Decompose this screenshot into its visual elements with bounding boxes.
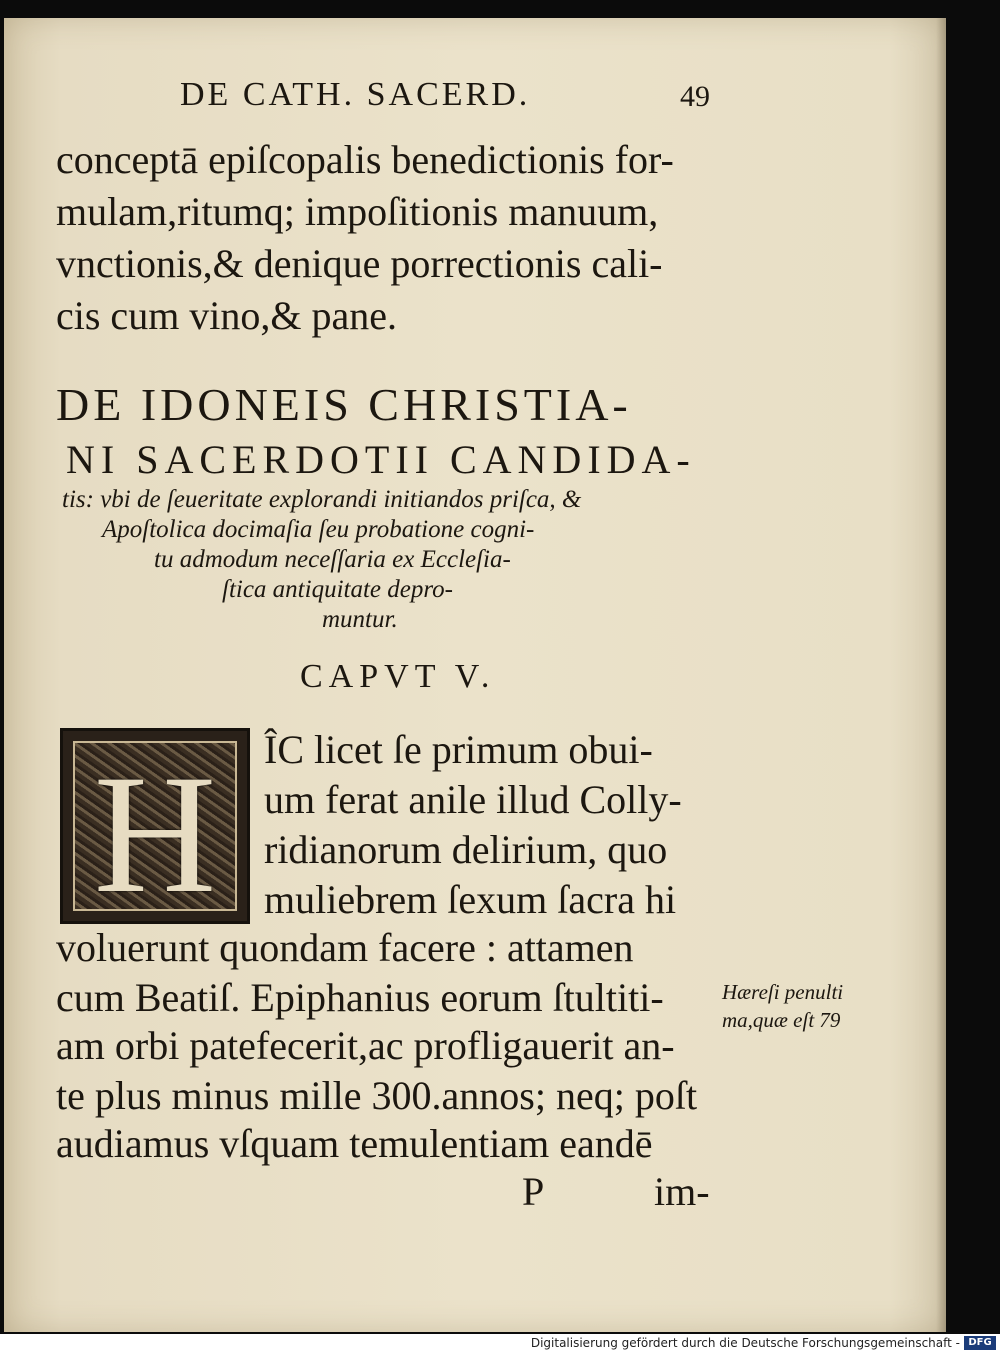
catchword: im- (654, 1169, 710, 1214)
chapter-title-line: DE IDONEIS CHRISTIA- (56, 379, 632, 430)
dfg-logo-icon: DFG (964, 1336, 996, 1350)
signature-mark: P (522, 1169, 545, 1214)
body-line: am orbi patefecerit,ac profligauerit an- (56, 1023, 675, 1068)
decorated-initial (60, 728, 250, 928)
opening-line: conceptā epiſcopalis benedictionis for- (56, 137, 674, 182)
body-line: cum Beatiſ. Epiphanius eorum ſtultiti- (56, 975, 664, 1020)
body-line: muliebrem ſexum ſacra hi (264, 877, 677, 922)
opening-line: cis cum vino,& pane. (56, 293, 398, 338)
chapter-subtitle-line: tu admodum neceſſaria ex Eccleſia- (154, 546, 511, 573)
running-head: DE CATH. SACERD. (180, 76, 531, 113)
chapter-subtitle-line: Apoſtolica docimaſia ſeu probatione cogni- (102, 516, 535, 543)
book-page (4, 18, 946, 1332)
page-edge-shadow (936, 18, 946, 1332)
initial-letter: H (93, 740, 217, 928)
chapter-subtitle-line: muntur. (322, 606, 398, 633)
opening-line: vnctionis,& denique porrectionis cali- (56, 241, 663, 286)
margin-note-line: ma,quæ eſt 79 (722, 1008, 841, 1032)
body-line: um ferat anile illud Colly- (264, 777, 682, 822)
body-line: ÎC licet ſe primum obui- (264, 727, 653, 772)
footer-credit: Digitalisierung gefördert durch die Deutsche Forschungsgemeinschaft - (530, 1336, 960, 1350)
page-number: 49 (680, 80, 710, 113)
chapter-title-line: NI SACERDOTII CANDIDA- (66, 437, 696, 482)
digitization-footer (0, 1334, 1000, 1354)
body-line: audiamus vſquam temulentiam eandē (56, 1121, 653, 1166)
chapter-number: CAPVT V. (300, 658, 496, 695)
initial-ornament (73, 740, 237, 928)
body-line: te plus minus mille 300.annos; neq; poſt (56, 1073, 698, 1118)
body-line: voluerunt quondam facere : attamen (56, 925, 634, 970)
chapter-subtitle-line: tis: vbi de ſeueritate explorandi initiandos priſca, & (62, 486, 582, 513)
opening-line: mulam,ritumq; impoſitionis manuum, (56, 189, 659, 234)
margin-note-line: Hæreſi penulti (722, 980, 844, 1004)
chapter-subtitle-line: ſtica antiquitate depro- (222, 576, 453, 603)
body-line: ridianorum delirium, quo (264, 827, 668, 872)
